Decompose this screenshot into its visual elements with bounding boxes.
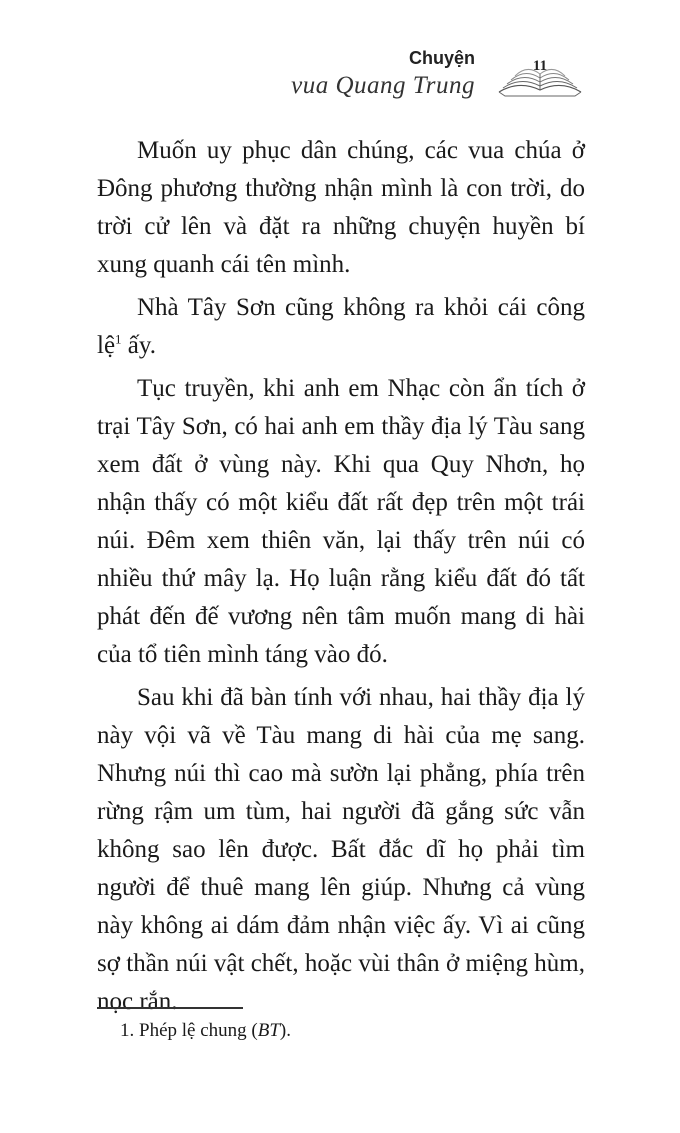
page-number: 11	[532, 58, 548, 74]
paragraph-4: Sau khi đã bàn tính với nhau, hai thầy địa lý này vội vã về Tàu mang di hài của mẹ sang. Nhưng núi thì cao mà sườn lại phẳng, phía trên rừng rậm um tùm, hai người đã gắng sức vẫn không sao lên được. Bất đắc dĩ họ phải tìm người để thuê mang lên giúp. Nhưng cả vùng này không ai dám đảm nhận việc ấy. Vì ai cũng sợ thần núi vật chết, hoặc vùi thân ở miệng hùm, nọc rắn.	[97, 684, 585, 1015]
running-header	[0, 46, 680, 106]
body-text	[97, 132, 585, 1026]
header-title: Chuyện	[408, 48, 475, 68]
footnote-marker: 1	[115, 331, 122, 347]
paragraph-2	[97, 289, 585, 365]
paragraph-3: Tục truyền, khi anh em Nhạc còn ẩn tích ở trại Tây Sơn, có hai anh em thầy địa lý Tàu sang xem đất ở vùng này. Khi qua Quy Nhơn, họ nhận thấy có một kiểu đất rất đẹp trên một trái núi. Đêm xem thiên văn, lại thấy trên núi có nhiều thứ mây lạ. Họ luận rằng kiểu đất đó tất phát đến đế vương nên tâm muốn mang di hài của tổ tiên mình táng vào đó.	[97, 375, 585, 668]
footnote-divider	[97, 1007, 243, 1009]
footnote-abbr: BT	[257, 1020, 280, 1041]
paragraph-1: Muốn uy phục dân chúng, các vua chúa ở Đông phương thường nhận mình là con trời, do trời cử lên và đặt ra những chuyện huyền bí xung quanh cái tên mình.	[97, 137, 585, 278]
footnote-prefix: 1. Phép lệ chung (	[120, 1020, 258, 1041]
paragraph-2-text: Nhà Tây Sơn cũng không ra khỏi cái công	[137, 294, 585, 321]
paragraph-2-word: lệ	[97, 332, 116, 359]
paragraph-2-end: ấy.	[121, 332, 157, 359]
footnote	[120, 1020, 291, 1042]
header-subtitle: vua Quang Trung	[291, 72, 475, 99]
footnote-suffix: ).	[279, 1020, 291, 1041]
